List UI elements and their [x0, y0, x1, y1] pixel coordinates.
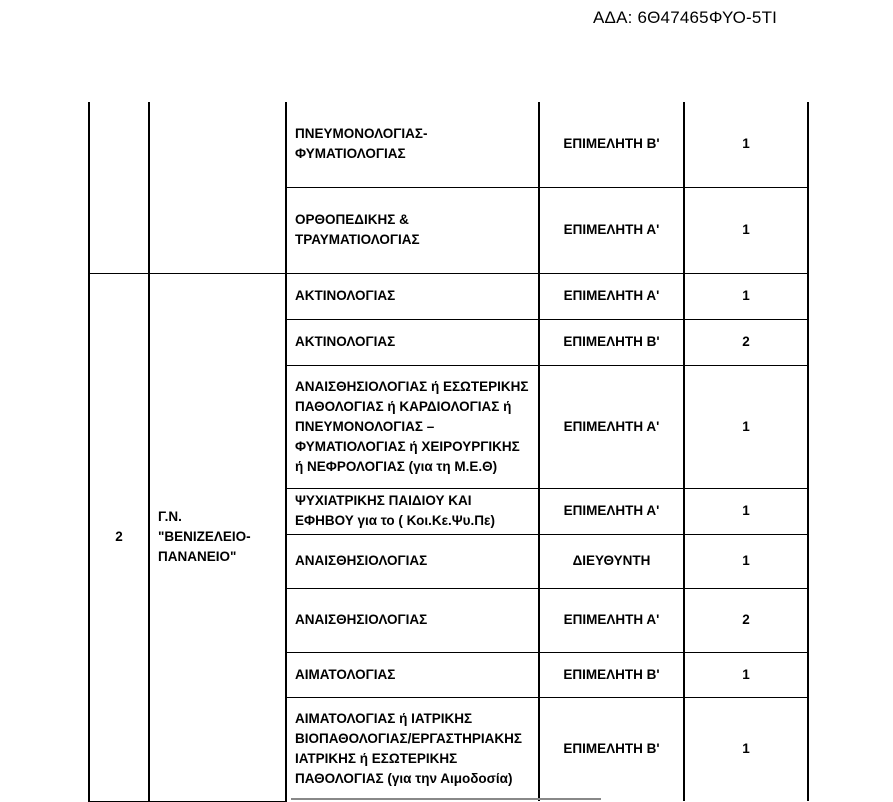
specialty-cell: ΑΝΑΙΣΘΗΣΙΟΛΟΓΙΑΣ ή ΕΣΩΤΕΡΙΚΗΣ ΠΑΘΟΛΟΓΙΑΣ ή ΚΑΡΔΙΟΛΟΓΙΑΣ ή ΠΝΕΥΜΟΝΟΛΟΓΙΑΣ – ΦΥΜΑΤΙΟΛΟΓΙΑΣ ή ΧΕΙΡΟΥΡΓΙΚΗΣ ή ΝΕΦΡΟΛΟΓΙΑΣ (για τη Μ.Ε.Θ) [286, 365, 539, 488]
count-cell: 1 [684, 365, 808, 488]
position-cell: ΕΠΙΜΕΛΗΤΗ Β' [539, 652, 684, 697]
position-cell: ΕΠΙΜΕΛΗΤΗ Α' [539, 588, 684, 652]
position-cell: ΕΠΙΜΕΛΗΤΗ Β' [539, 319, 684, 365]
position-cell: ΔΙΕΥΘΥΝΤΗ [539, 534, 684, 588]
specialty-cell: ΠΝΕΥΜΟΝΟΛΟΓΙΑΣ- ΦΥΜΑΤΙΟΛΟΓΙΑΣ [286, 102, 539, 187]
positions-table [88, 102, 809, 802]
position-cell: ΕΠΙΜΕΛΗΤΗ Α' [539, 187, 684, 273]
count-cell: 1 [684, 652, 808, 697]
position-cell: ΕΠΙΜΕΛΗΤΗ Α' [539, 365, 684, 488]
position-cell: ΕΠΙΜΕΛΗΤΗ Β' [539, 697, 684, 801]
specialty-cell: ΨΥΧΙΑΤΡΙΚΗΣ ΠΑΙΔΙΟΥ ΚΑΙ ΕΦΗΒΟΥ για το ( Κοι.Κε.Ψυ.Πε) [286, 488, 539, 534]
specialty-cell: ΑΙΜΑΤΟΛΟΓΙΑΣ [286, 652, 539, 697]
specialty-cell: ΑΙΜΑΤΟΛΟΓΙΑΣ ή ΙΑΤΡΙΚΗΣ ΒΙΟΠΑΘΟΛΟΓΙΑΣ/ΕΡΓΑΣΤΗΡΙΑΚΗΣ ΙΑΤΡΙΚΗΣ ή ΕΣΩΤΕΡΙΚΗΣ ΠΑΘΟΛΟΓΙΑΣ (για την Αιμοδοσία) [286, 697, 539, 801]
count-cell: 1 [684, 534, 808, 588]
count-cell: 2 [684, 319, 808, 365]
position-cell: ΕΠΙΜΕΛΗΤΗ Β' [539, 102, 684, 187]
table-row [89, 273, 808, 319]
hospital-cell-empty [149, 102, 286, 273]
specialty-cell: ΟΡΘΟΠΕΔΙΚΗΣ & ΤΡΑΥΜΑΤΙΟΛΟΓΙΑΣ [286, 187, 539, 273]
number-cell-empty [89, 102, 149, 273]
hospital-name-cell: Γ.Ν. "ΒΕΝΙΖΕΛΕΙΟ-ΠΑΝΑΝΕΙΟ" [149, 273, 286, 801]
hospital-number-cell: 2 [89, 273, 149, 801]
specialty-cell: ΑΚΤΙΝΟΛΟΓΙΑΣ [286, 273, 539, 319]
position-cell: ΕΠΙΜΕΛΗΤΗ Α' [539, 488, 684, 534]
specialty-cell: ΑΚΤΙΝΟΛΟΓΙΑΣ [286, 319, 539, 365]
table-row [89, 102, 808, 187]
count-cell: 2 [684, 588, 808, 652]
count-cell: 1 [684, 697, 808, 801]
page-cut-line [291, 798, 601, 800]
count-cell: 1 [684, 187, 808, 273]
document-ada-code: ΑΔΑ: 6Θ47465ΦΥΟ-5ΤΙ [593, 8, 778, 27]
position-cell: ΕΠΙΜΕΛΗΤΗ Α' [539, 273, 684, 319]
specialty-cell: ΑΝΑΙΣΘΗΣΙΟΛΟΓΙΑΣ [286, 588, 539, 652]
count-cell: 1 [684, 488, 808, 534]
specialty-cell: ΑΝΑΙΣΘΗΣΙΟΛΟΓΙΑΣ [286, 534, 539, 588]
count-cell: 1 [684, 102, 808, 187]
count-cell: 1 [684, 273, 808, 319]
